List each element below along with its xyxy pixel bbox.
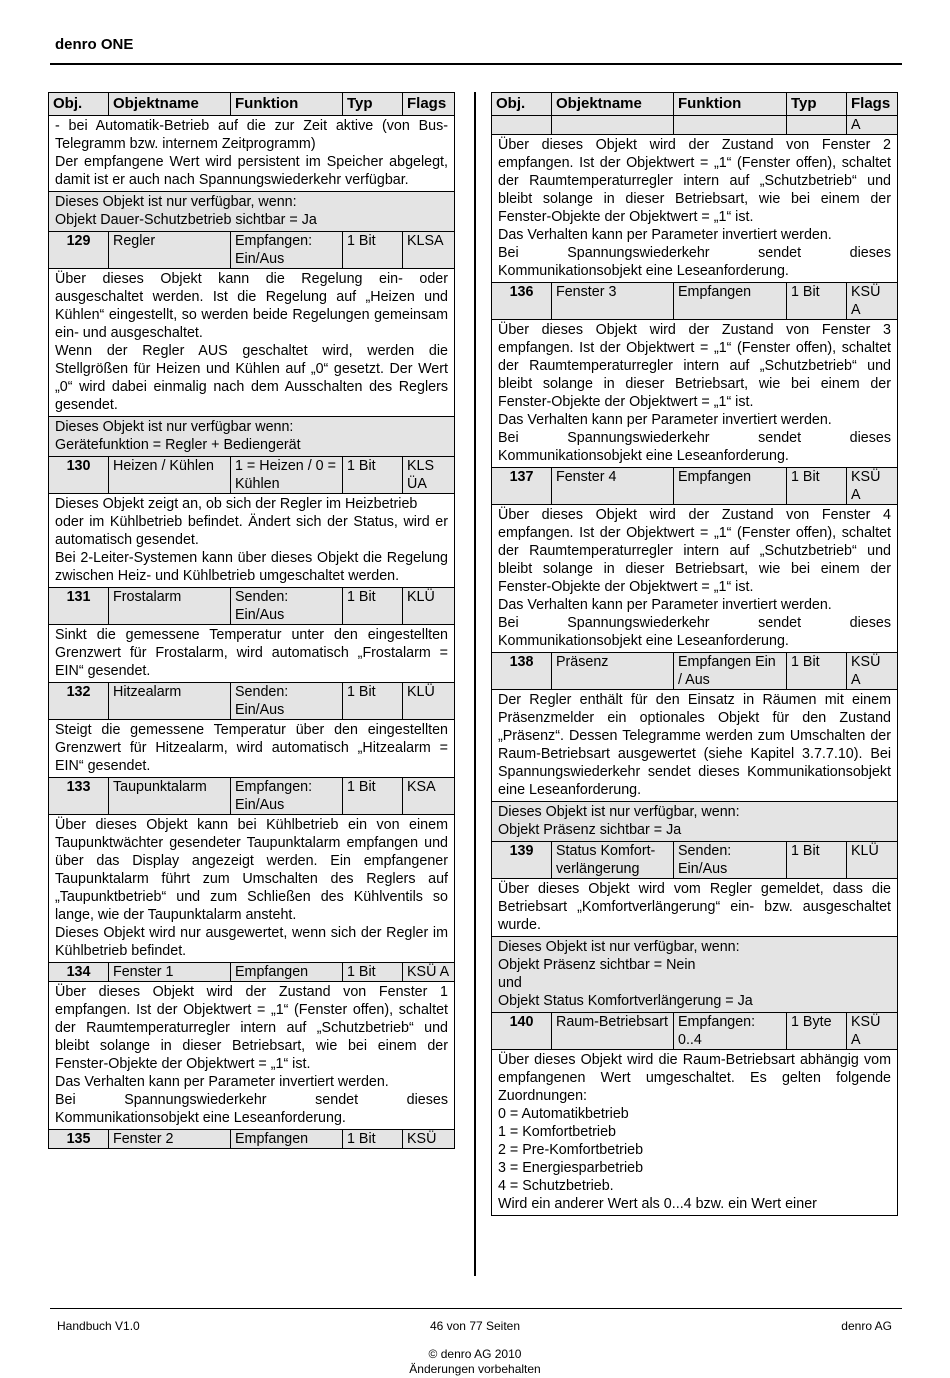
description-cell <box>492 505 898 653</box>
description-cell <box>492 802 898 842</box>
object-name <box>552 116 674 135</box>
description-paragraph: Dieses Objekt ist nur verfügbar, wenn: <box>498 939 740 955</box>
object-number <box>492 116 552 135</box>
description-paragraph: Objekt Dauer-Schutzbetrieb sichtbar = Ja <box>55 212 317 228</box>
description-paragraph: Dieses Objekt ist nur verfügbar, wenn: <box>55 194 297 210</box>
object-table-right <box>491 92 898 1216</box>
object-number: 131 <box>49 588 109 625</box>
description-paragraph: Bei Spannungswiederkehr sendet dieses Kommunikationsobjekt eine Leseanforderung. <box>498 430 891 464</box>
object-description <box>49 625 455 683</box>
description-cell <box>492 879 898 937</box>
object-function: Senden: Ein/Aus <box>231 683 343 720</box>
description-cell <box>49 417 455 457</box>
description-cell <box>492 1050 898 1216</box>
object-description <box>492 690 898 802</box>
object-name: Fenster 2 <box>109 1130 231 1149</box>
column-header: Objektname <box>109 93 231 116</box>
object-function: Empfangen <box>674 283 787 320</box>
object-flags: KSÜ <box>403 1130 455 1149</box>
description-cell <box>49 269 455 417</box>
description-cell <box>49 625 455 683</box>
object-function: Senden: Ein/Aus <box>231 588 343 625</box>
column-header: Obj. <box>49 93 109 116</box>
description-paragraph: 4 = Schutzbetrieb. <box>498 1178 614 1194</box>
object-flags: KLÜ <box>403 683 455 720</box>
object-flags: KLS ÜA <box>403 457 455 494</box>
description-paragraph: Objekt Präsenz sichtbar = Nein <box>498 957 696 973</box>
object-number: 130 <box>49 457 109 494</box>
object-flags: KSÜ A <box>403 963 455 982</box>
object-number: 139 <box>492 842 552 879</box>
object-function: Empfangen: Ein/Aus <box>231 778 343 815</box>
left-column <box>48 92 454 1149</box>
object-name: Hitzealarm <box>109 683 231 720</box>
table-header-row <box>49 93 455 116</box>
description-paragraph: Über dieses Objekt kann die Regelung ein- oder ausgeschaltet werden. Ist die Regelung auf „Heizen und Kühlen“ eingestellt, so werden beide Regelungen gemeinsam ein- und ausgeschaltet. <box>55 271 448 341</box>
description-paragraph: Über dieses Objekt kann bei Kühlbetrieb ein von einem Taupunktwächter gesendeter Taupunktalarm empfangen und über das Display angezeigt werden. Ein empfangener Taupunktalarm führt zum Umschalten des Reglers auf „Taupunktbetrieb“ und zum Schließen des Kühlventils so lange, wie der Taupunktalarm ansteht. <box>55 817 448 923</box>
object-row <box>492 842 898 879</box>
object-number: 138 <box>492 653 552 690</box>
footer-copyright: © denro AG 2010 <box>428 1347 522 1361</box>
object-name: Heizen / Kühlen <box>109 457 231 494</box>
availability-note <box>49 417 455 457</box>
description-paragraph: Bei Spannungswiederkehr sendet dieses Kommunikationsobjekt eine Leseanforderung. <box>498 245 891 279</box>
object-row <box>492 653 898 690</box>
document-title: denro ONE <box>55 36 134 53</box>
object-type: 1 Bit <box>343 1130 403 1149</box>
description-paragraph: Das Verhalten kann per Parameter invertiert werden. <box>498 597 832 613</box>
description-paragraph: Über dieses Objekt wird die Raum-Betriebsart abhängig vom empfangenen Wert umgeschaltet. Es gelten folgende Zuordnungen: <box>498 1052 891 1104</box>
right-column <box>491 92 897 1216</box>
description-paragraph: Bei 2-Leiter-Systemen kann über dieses Objekt die Regelung zwischen Heiz- und Kühlbetrieb umgeschaltet werden. <box>55 550 448 584</box>
description-paragraph: Über dieses Objekt wird der Zustand von Fenster 1 empfangen. Ist der Objektwert = „1“ (Fenster offen), schaltet der Raumtemperaturregler intern auf „Schutzbetrieb“ und bleibt solange in dieser Betriebsart, wie bei einem der Fenster-Objekte der Objektwert = „1“ ist. <box>55 984 448 1072</box>
column-header: Funktion <box>231 93 343 116</box>
object-name: Status Komfort-verlängerung <box>552 842 674 879</box>
description-paragraph: Dieses Objekt ist nur verfügbar wenn: <box>55 419 294 435</box>
availability-note <box>492 802 898 842</box>
object-description <box>492 505 898 653</box>
footer-page-number: 46 von 77 Seiten <box>429 1319 521 1333</box>
object-row <box>492 468 898 505</box>
object-name: Taupunktalarm <box>109 778 231 815</box>
description-paragraph: Objekt Status Komfortverlängerung = Ja <box>498 993 753 1009</box>
description-paragraph: Dieses Objekt zeigt an, ob sich der Regler im Heizbetrieb <box>55 496 418 512</box>
description-paragraph: Bei Spannungswiederkehr sendet dieses Kommunikationsobjekt eine Leseanforderung. <box>498 615 891 649</box>
object-flags: KLÜ <box>847 842 898 879</box>
object-table-left <box>48 92 455 1149</box>
object-type <box>787 116 847 135</box>
object-name: Präsenz <box>552 653 674 690</box>
header-rule <box>50 63 902 65</box>
footer-manual-version: Handbuch V1.0 <box>57 1319 140 1333</box>
description-paragraph: Über dieses Objekt wird der Zustand von Fenster 2 empfangen. Ist der Objektwert = „1“ (Fenster offen), schaltet der Raumtemperaturregler intern auf „Schutzbetrieb“ und bleibt solange in dieser Betriebsart, wie bei einem der Fenster-Objekte der Objektwert = „1“ ist. <box>498 137 891 225</box>
description-paragraph: Gerätefunktion = Regler + Bediengerät <box>55 437 301 453</box>
object-row <box>49 963 455 982</box>
column-header: Typ <box>787 93 847 116</box>
object-row <box>49 232 455 269</box>
description-paragraph: 3 = Energiesparbetrieb <box>498 1160 644 1176</box>
object-type: 1 Bit <box>787 842 847 879</box>
column-header: Obj. <box>492 93 552 116</box>
object-flags: KLÜ <box>403 588 455 625</box>
description-paragraph: Wenn der Regler AUS geschaltet wird, werden die Stellgrößen für Heizen und Kühlen auf „0“ gesetzt. Der Wert „0“ wird dabei einmalig nach dem Ausschalten des Reglers gesendet. <box>55 343 448 413</box>
object-number: 133 <box>49 778 109 815</box>
description-paragraph: Sinkt die gemessene Temperatur unter den eingestellten Grenzwert für Frostalarm, wird automatisch „Frostalarm = EIN“ gesendet. <box>55 627 448 679</box>
description-paragraph: Dieses Objekt wird nur ausgewertet, wenn sich der Regler im Kühlbetrieb befindet. <box>55 925 448 959</box>
object-number: 132 <box>49 683 109 720</box>
object-description <box>49 116 455 192</box>
object-description <box>492 1050 898 1216</box>
object-type: 1 Bit <box>343 963 403 982</box>
column-header: Objektname <box>552 93 674 116</box>
column-header: Flags <box>847 93 898 116</box>
object-name: Regler <box>109 232 231 269</box>
object-description <box>49 815 455 963</box>
description-cell <box>49 815 455 963</box>
description-paragraph: 2 = Pre-Komfortbetrieb <box>498 1142 644 1158</box>
object-type: 1 Bit <box>787 283 847 320</box>
object-description <box>49 494 455 588</box>
object-flags: KSÜ A <box>847 653 898 690</box>
object-type: 1 Byte <box>787 1013 847 1050</box>
column-separator <box>474 92 476 1276</box>
object-row <box>492 1013 898 1050</box>
object-row <box>49 457 455 494</box>
object-type: 1 Bit <box>343 778 403 815</box>
description-cell <box>49 192 455 232</box>
object-function: Senden: Ein/Aus <box>674 842 787 879</box>
object-description <box>492 320 898 468</box>
object-number: 140 <box>492 1013 552 1050</box>
description-paragraph: oder im Kühlbetrieb befindet. Ändert sich der Status, wird er automatisch gesendet. <box>55 514 448 548</box>
description-paragraph: Über dieses Objekt wird der Zustand von Fenster 4 empfangen. Ist der Objektwert = „1“ (Fenster offen), schaltet der Raumtemperaturregler intern auf „Schutzbetrieb“ und bleibt solange in dieser Betriebsart, wie bei einem der Fenster-Objekte der Objektwert = „1“ ist. <box>498 507 891 595</box>
object-type: 1 Bit <box>787 468 847 505</box>
column-header: Flags <box>403 93 455 116</box>
description-paragraph: Das Verhalten kann per Parameter invertiert werden. <box>498 412 832 428</box>
description-paragraph: Über dieses Objekt wird vom Regler gemeldet, dass die Betriebsart „Komfortverlängerung“ ein- bzw. ausgeschaltet wurde. <box>498 881 891 933</box>
description-paragraph: Das Verhalten kann per Parameter invertiert werden. <box>498 227 832 243</box>
object-name: Fenster 1 <box>109 963 231 982</box>
description-paragraph: 0 = Automatikbetrieb <box>498 1106 629 1122</box>
object-flags: KSÜ A <box>847 283 898 320</box>
description-cell <box>49 116 455 192</box>
description-paragraph: und <box>498 975 522 991</box>
footer-note: Änderungen vorbehalten <box>409 1362 541 1376</box>
description-paragraph: Das Verhalten kann per Parameter invertiert werden. <box>55 1074 389 1090</box>
description-cell <box>492 937 898 1013</box>
object-row <box>49 683 455 720</box>
availability-note <box>492 937 898 1013</box>
column-header: Typ <box>343 93 403 116</box>
description-cell <box>492 320 898 468</box>
object-name: Fenster 4 <box>552 468 674 505</box>
description-cell <box>49 720 455 778</box>
description-cell <box>492 135 898 283</box>
object-function: Empfangen <box>231 1130 343 1149</box>
description-cell <box>49 982 455 1130</box>
object-type: 1 Bit <box>343 683 403 720</box>
object-number: 129 <box>49 232 109 269</box>
footer-company: denro AG <box>841 1319 892 1333</box>
object-row <box>49 588 455 625</box>
object-description <box>49 269 455 417</box>
description-paragraph: Steigt die gemessene Temperatur über den eingestellten Grenzwert für Hitzealarm, wird automatisch „Hitzealarm = EIN“ gesendet. <box>55 722 448 774</box>
object-flags: A <box>847 116 898 135</box>
object-row <box>49 778 455 815</box>
object-function: 1 = Heizen / 0 = Kühlen <box>231 457 343 494</box>
object-name: Frostalarm <box>109 588 231 625</box>
description-paragraph: 1 = Komfortbetrieb <box>498 1124 617 1140</box>
object-number: 137 <box>492 468 552 505</box>
object-description <box>49 720 455 778</box>
object-number: 136 <box>492 283 552 320</box>
object-flags: KLSA <box>403 232 455 269</box>
description-cell <box>49 494 455 588</box>
object-function: Empfangen: 0..4 <box>674 1013 787 1050</box>
object-function: Empfangen Ein / Aus <box>674 653 787 690</box>
description-paragraph: Dieses Objekt ist nur verfügbar, wenn: <box>498 804 740 820</box>
object-row <box>492 116 898 135</box>
availability-note <box>49 192 455 232</box>
description-paragraph: Über dieses Objekt wird der Zustand von Fenster 3 empfangen. Ist der Objektwert = „1“ (Fenster offen), schaltet der Raumtemperaturregler intern auf „Schutzbetrieb“ und bleibt solange in dieser Betriebsart, wie bei einem der Fenster-Objekte der Objektwert = „1“ ist. <box>498 322 891 410</box>
object-description <box>492 879 898 937</box>
object-type: 1 Bit <box>343 588 403 625</box>
object-flags: KSA <box>403 778 455 815</box>
object-type: 1 Bit <box>343 457 403 494</box>
object-name: Raum-Betriebsart <box>552 1013 674 1050</box>
object-number: 135 <box>49 1130 109 1149</box>
object-function <box>674 116 787 135</box>
object-type: 1 Bit <box>787 653 847 690</box>
object-function: Empfangen: Ein/Aus <box>231 232 343 269</box>
object-row <box>492 283 898 320</box>
description-paragraph: Der empfangene Wert wird persistent im Speicher abgelegt, damit ist er auch nach Spannungswiederkehr verfügbar. <box>55 154 448 188</box>
object-function: Empfangen <box>231 963 343 982</box>
object-description <box>492 135 898 283</box>
description-paragraph: Der Regler enthält für den Einsatz in Räumen mit einem Präsenzmelder ein optionales Objekt für den Zustand „Präsenz“. Dessen Telegramme werden zum Umschalten der Raum-Betriebsart ausgewertet (siehe Kapitel 3.7.7.10). Bei Spannungswiederkehr sendet dieses Kommunikationsobjekt eine Leseanforderung. <box>498 692 891 798</box>
object-number: 134 <box>49 963 109 982</box>
object-type: 1 Bit <box>343 232 403 269</box>
description-cell <box>492 690 898 802</box>
footer-rule <box>50 1308 902 1309</box>
object-function: Empfangen <box>674 468 787 505</box>
object-description <box>49 982 455 1130</box>
object-flags: KSÜ A <box>847 1013 898 1050</box>
description-paragraph: Bei Spannungswiederkehr sendet dieses Kommunikationsobjekt eine Leseanforderung. <box>55 1092 448 1126</box>
description-paragraph: Wird ein anderer Wert als 0...4 bzw. ein Wert einer <box>498 1196 817 1212</box>
object-flags: KSÜ A <box>847 468 898 505</box>
description-paragraph: Objekt Präsenz sichtbar = Ja <box>498 822 682 838</box>
column-header: Funktion <box>674 93 787 116</box>
description-paragraph: - bei Automatik-Betrieb auf die zur Zeit aktive (von Bus-Telegramm bzw. internem Zeitprogramm) <box>55 118 448 152</box>
table-header-row <box>492 93 898 116</box>
object-name: Fenster 3 <box>552 283 674 320</box>
object-row <box>49 1130 455 1149</box>
